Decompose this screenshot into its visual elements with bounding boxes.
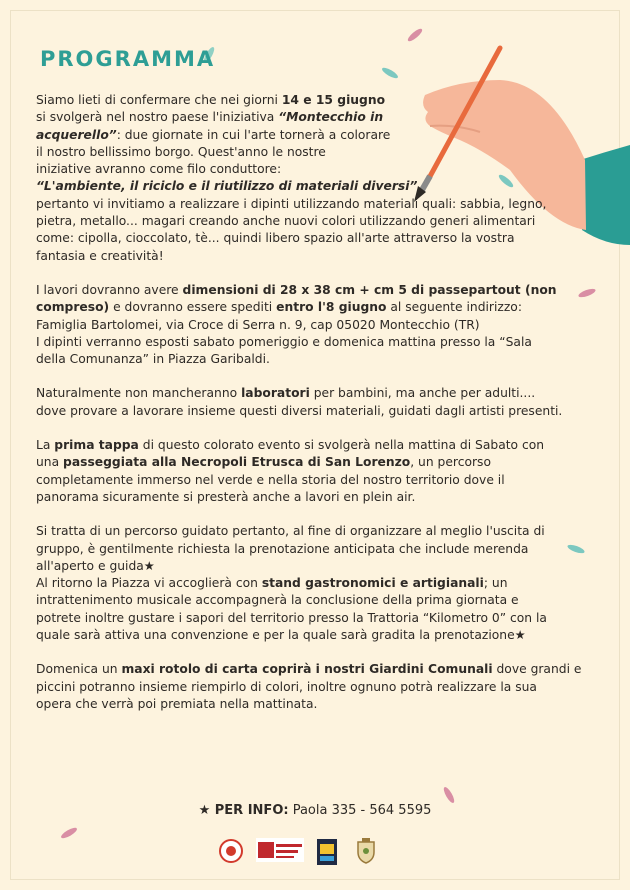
contact-info [0,803,630,818]
borghi-logo-icon [256,838,304,862]
paragraph-guided-tour: Si tratta di un percorso guidato pertanto, al fine di organizzare al meglio l'uscita di gruppo, è gentilmente richiesta la prenotazione anticipata che include merenda all'aperto e guida★ Al ritorno la Piazza vi accoglierà con stand gastronomici e artigianali; un intrattenimento musicale accompagnerà la conclusione della prima giornata e potrete inoltre gustare i sapori del territorio presso la Trattoria “Kilometro 0” con la quale sarà attiva una convenzione e per la quale sarà gradita la prenotazione★ [36,524,547,643]
paragraph-sunday: Domenica un maxi rotolo di carta coprirà i nostri Giardini Comunali dove grandi e piccini potranno insieme riempirlo di colori, inoltre ognuno potrà realizzare la sua opera che verrà poi premiata nella mattinata. [36,662,582,711]
info-label: ★ PER INFO: [198,803,289,818]
municipality-crest-icon [356,838,376,864]
paragraph-dimensions: I lavori dovranno avere dimensioni di 28 x 38 cm + cm 5 di passepartout (non compreso) e dovranno essere spediti entro l'8 giugno al seguente indirizzo: Famiglia Bartolomei, via Croce di Serra n. 9, cap 05020 Montecchio (TR) I dipinti verranno esposti sabato pomeriggio e domenica mattina presso la “Sala della Comunanza” in Piazza Garibaldi. [36,282,557,367]
body-text [36,92,596,713]
page-title: PROGRAMMA [40,47,216,71]
info-contact: Paola 335 - 564 5595 [288,803,432,818]
pro-loco-logo-icon [218,838,244,864]
association-logo-icon [316,838,338,866]
paragraph-workshops: Naturalmente non mancheranno laboratori per bambini, ma anche per adulti.... dove provare a lavorare insieme questi diversi materiali, guidati dagli artisti presenti. [36,386,563,418]
sponsor-logos [210,838,410,868]
paragraph-first-stage: La prima tappa di questo colorato evento si svolgerà nella mattina di Sabato con una passeggiata alla Necropoli Etrusca di San Lorenzo, un percorso completamente immerso nel verde e nella storia del nostro territorio dove il panorama sicuramente si presterà anche a lavori en plein air. [36,438,545,504]
paragraph-intro: Siamo lieti di confermare che nei giorni 14 e 15 giugno si svolgerà nel nostro paese l'iniziativa “Montecchio in acquerello”: due giornate in cui l'arte tornerà a colorare il nostro bellissimo borgo. Quest'anno le nostre iniziative avranno come filo conduttore: “L'ambiente, il riciclo e il riutilizzo di materiali diversi” pertanto vi invitiamo a realizzare i dipinti utilizzando materiali quali: sabbia, legno, pietra, metallo... magari creando anche nuovi colori utilizzando generi alimentari come: cipolla, cioccolato, tè... quindi libero spazio all'arte attraverso la vostra fantasia e creatività! [36,93,547,263]
